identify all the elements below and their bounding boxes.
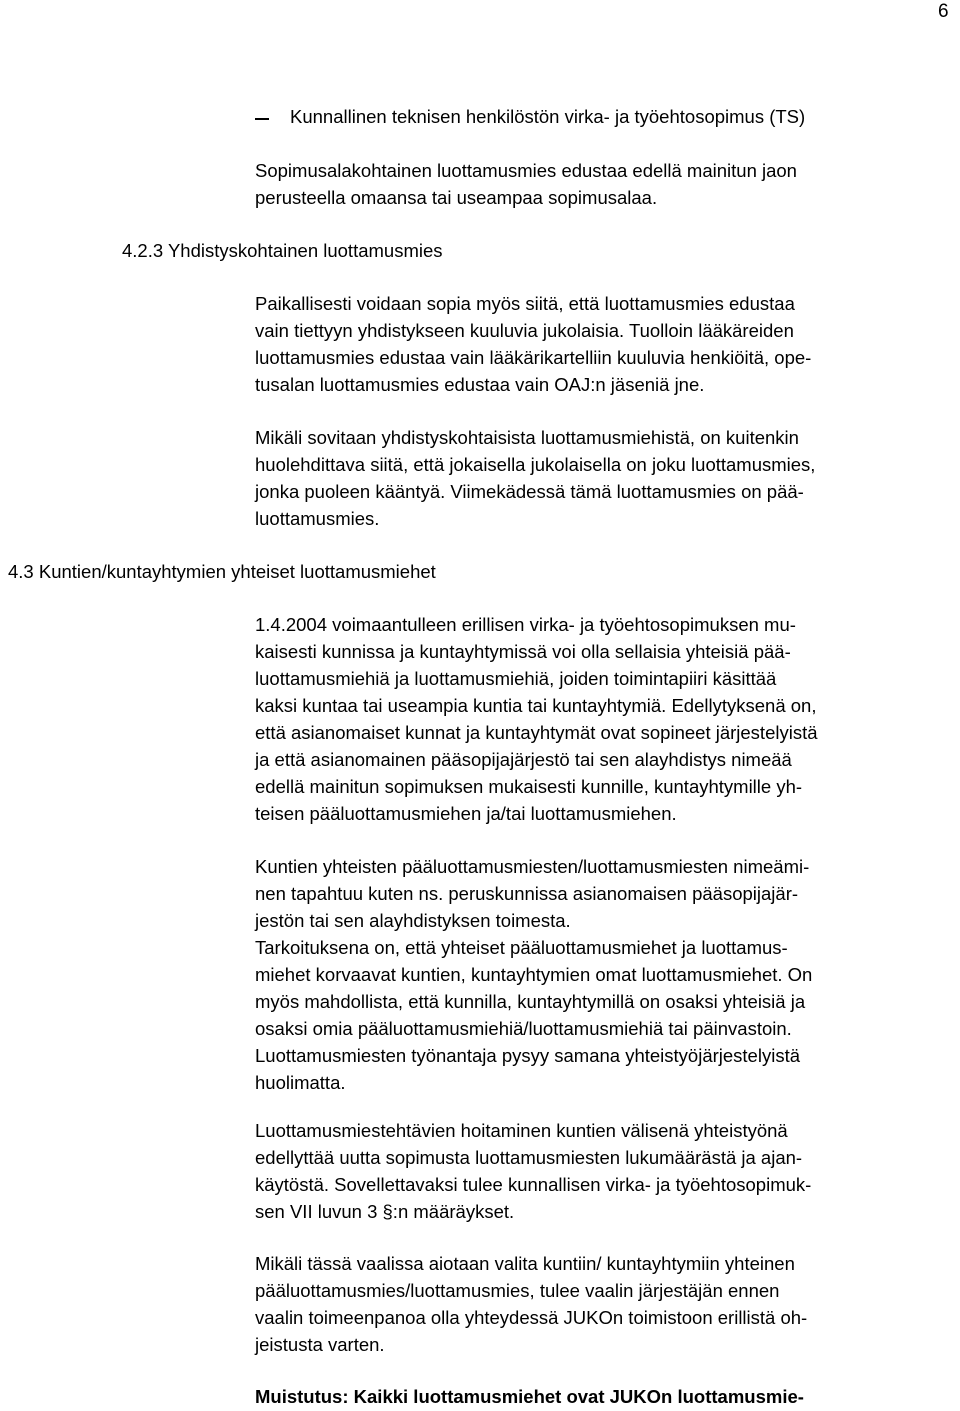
paragraph-line: jestön tai sen alayhdistyksen toimesta. <box>255 910 571 931</box>
paragraph-line: Mikäli tässä vaalissa aiotaan valita kuntiin/ kuntayhtymiin yhteinen <box>255 1253 795 1274</box>
page-number: 6 <box>938 1 949 22</box>
paragraph-line: teisen pääluottamusmiehen ja/tai luottamusmiehen. <box>255 803 677 824</box>
paragraph-line: pääluottamusmies/luottamusmies, tulee vaalin järjestäjän ennen <box>255 1280 780 1301</box>
paragraph-line: luottamusmies edustaa vain lääkärikartelliin kuuluvia henkiöitä, ope- <box>255 347 812 368</box>
paragraph-line: Mikäli sovitaan yhdistyskohtaisista luottamusmiehistä, on kuitenkin <box>255 427 799 448</box>
paragraph-line: kaisesti kunnissa ja kuntayhtymissä voi olla sellaisia yhteisiä pää- <box>255 641 791 662</box>
list-item-text: Kunnallinen teknisen henkilöstön virka- ja työehtosopimus (TS) <box>290 106 806 127</box>
section-heading: 4.2.3 Yhdistyskohtainen luottamusmies <box>122 240 443 261</box>
reminder-text: Muistutus: Kaikki luottamusmiehet ovat JUKOn luottamusmie- <box>255 1386 804 1407</box>
paragraph-line: että asianomaiset kunnat ja kuntayhtymät ovat sopineet järjestelyistä <box>255 722 818 743</box>
paragraph-line: ja että asianomainen pääsopijajärjestö tai sen alayhdistys nimeää <box>255 749 792 770</box>
paragraph-line: jonka puoleen kääntyä. Viimekädessä tämä luottamusmies on pää- <box>255 481 804 502</box>
paragraph-line: Luottamusmiesten työnantaja pysyy samana yhteistyöjärjestelyistä <box>255 1045 800 1066</box>
paragraph-line: Kuntien yhteisten pääluottamusmiesten/luottamusmiesten nimeämi- <box>255 856 810 877</box>
paragraph-line: sen VII luvun 3 §:n määräykset. <box>255 1201 515 1222</box>
paragraph-line: huolehdittava siitä, että jokaisella jukolaisella on joku luottamusmies, <box>255 454 816 475</box>
bullet-dash <box>255 118 269 120</box>
paragraph-line: myös mahdollista, että kunnilla, kuntayhtymillä on osaksi yhteisiä ja <box>255 991 806 1012</box>
paragraph-line: osaksi omia pääluottamusmiehiä/luottamusmiehiä tai päinvastoin. <box>255 1018 792 1039</box>
paragraph-line: luottamusmiehiä ja luottamusmiehiä, joiden toimintapiiri käsittää <box>255 668 777 689</box>
paragraph-line: Paikallisesti voidaan sopia myös siitä, että luottamusmies edustaa <box>255 293 795 314</box>
paragraph-line: perusteella omaansa tai useampaa sopimusalaa. <box>255 187 658 208</box>
paragraph-line: vaalin toimeenpanoa olla yhteydessä JUKOn toimistoon erillistä oh- <box>255 1307 808 1328</box>
paragraph-line: vain tiettyyn yhdistykseen kuuluvia jukolaisia. Tuolloin lääkäreiden <box>255 320 794 341</box>
paragraph-line: nen tapahtuu kuten ns. peruskunnissa asianomaisen pääsopijajär- <box>255 883 799 904</box>
paragraph-line: 1.4.2004 voimaantulleen erillisen virka- ja työehtosopimuksen mu- <box>255 614 796 635</box>
paragraph-line: Tarkoituksena on, että yhteiset pääluottamusmiehet ja luottamus- <box>255 937 788 958</box>
paragraph-line: huolimatta. <box>255 1072 346 1093</box>
paragraph-line: edellä mainitun sopimuksen mukaisesti kunnille, kuntayhtymille yh- <box>255 776 803 797</box>
paragraph-line: kaksi kuntaa tai useampia kuntia tai kuntayhtymiä. Edellytyksenä on, <box>255 695 817 716</box>
section-heading: 4.3 Kuntien/kuntayhtymien yhteiset luottamusmiehet <box>8 561 436 582</box>
paragraph-line: Luottamusmiestehtävien hoitaminen kuntien välisenä yhteistyönä <box>255 1120 788 1141</box>
paragraph-line: tusalan luottamusmies edustaa vain OAJ:n jäseniä jne. <box>255 374 705 395</box>
paragraph-line: käytöstä. Sovellettavaksi tulee kunnallisen virka- ja työehtosopimuk- <box>255 1174 812 1195</box>
paragraph-line: Sopimusalakohtainen luottamusmies edustaa edellä mainitun jaon <box>255 160 797 181</box>
paragraph-line: luottamusmies. <box>255 508 380 529</box>
paragraph-line: miehet korvaavat kuntien, kuntayhtymien omat luottamusmiehet. On <box>255 964 813 985</box>
paragraph-line: edellyttää uutta sopimusta luottamusmiesten lukumäärästä ja ajan- <box>255 1147 803 1168</box>
paragraph-line: jeistusta varten. <box>255 1334 385 1355</box>
